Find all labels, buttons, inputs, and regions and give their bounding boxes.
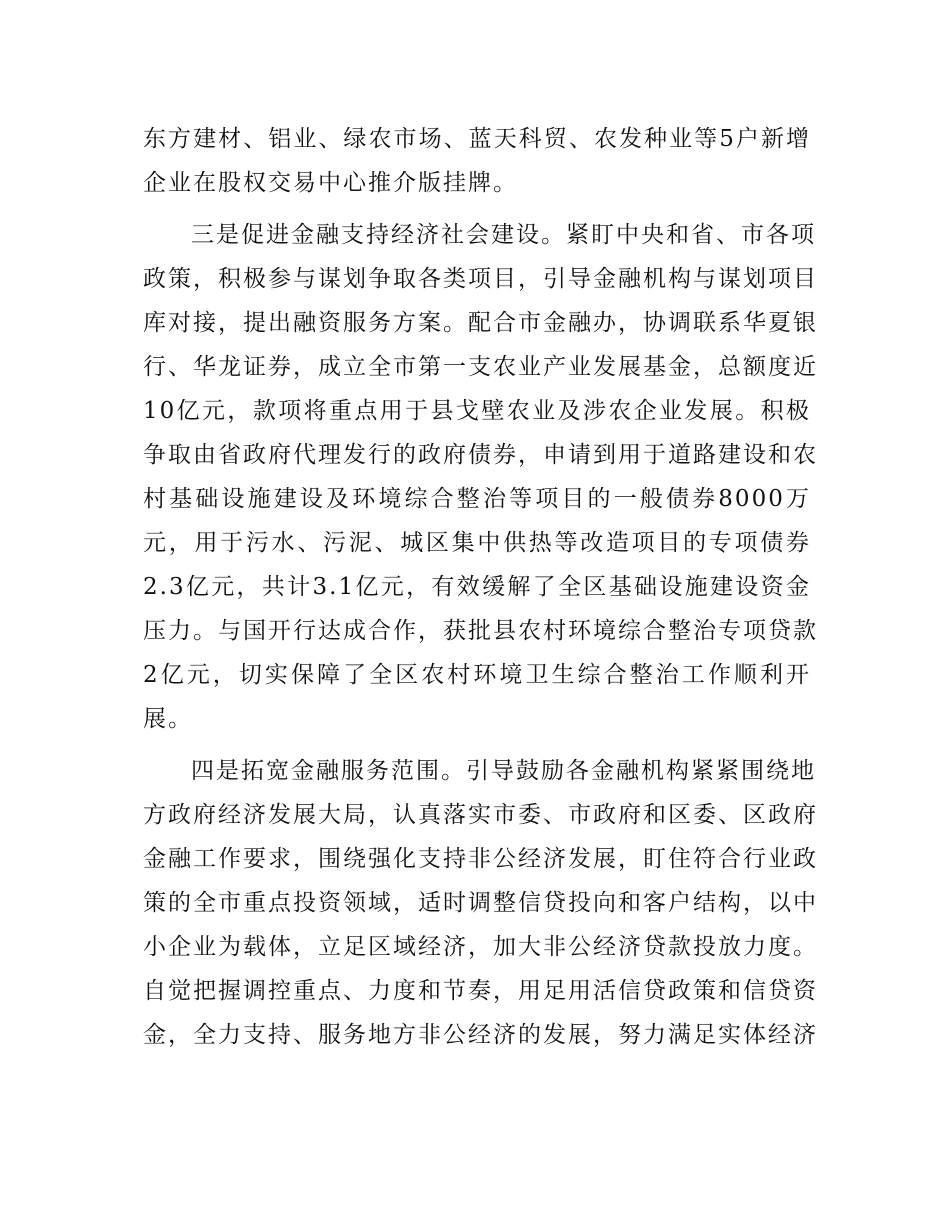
- text-line: 政策，积极参与谋划争取各类项目，引导金融机构与谋划项目: [143, 266, 818, 292]
- text-line: 村基础设施建设及环境综合整治等项目的一般债券8000万: [143, 486, 811, 512]
- paragraph-3: [143, 749, 818, 1057]
- text-line: 行、华龙证券，成立全市第一支农业产业发展基金，总额度近: [143, 354, 818, 380]
- text-line: 方政府经济发展大局，认真落实市委、市政府和区委、区政府: [143, 802, 818, 828]
- text-line: 2.3亿元，共计3.1亿元，有效缓解了全区基础设施建设资金: [143, 574, 811, 600]
- text-line: 自觉把握调控重点、力度和节奏，用足用活信贷政策和信贷资: [143, 978, 818, 1004]
- text-line: 金，全力支持、服务地方非公经济的发展，努力满足实体经济: [143, 1022, 818, 1048]
- paragraph-1: [143, 117, 811, 205]
- text-line: 2亿元，切实保障了全区农村环境卫生综合整治工作顺利开: [143, 662, 811, 688]
- paragraph-2: [143, 213, 818, 741]
- text-line: 金融工作要求，围绕强化支持非公经济发展，盯住符合行业政: [143, 846, 818, 872]
- text-line: 展。: [143, 706, 193, 732]
- text-line: 10亿元，款项将重点用于县戈壁农业及涉农企业发展。积极: [143, 398, 811, 424]
- text-line: 策的全市重点投资领域，适时调整信贷投向和客户结构，以中: [143, 890, 818, 916]
- paragraph-gap: [143, 205, 811, 213]
- text-line: 三是促进金融支持经济社会建设。紧盯中央和省、市各项: [191, 222, 816, 248]
- text-line: 小企业为载体，立足区域经济，加大非公经济贷款投放力度。: [143, 934, 818, 960]
- text-line: 四是拓宽金融服务范围。引导鼓励各金融机构紧紧围绕地: [191, 758, 816, 784]
- text-line: 库对接，提出融资服务方案。配合市金融办，协调联系华夏银: [143, 310, 818, 336]
- text-line: 东方建材、铝业、绿农市场、蓝天科贸、农发种业等5户新增: [143, 126, 811, 152]
- paragraph-gap: [143, 741, 811, 749]
- text-line: 企业在股权交易中心推介版挂牌。: [143, 170, 518, 196]
- document-body: [143, 117, 818, 1057]
- text-line: 争取由省政府代理发行的政府债券，申请到用于道路建设和农: [143, 442, 818, 468]
- text-line: 元，用于污水、污泥、城区集中供热等改造项目的专项债券: [143, 530, 811, 556]
- text-line: 压力。与国开行达成合作，获批县农村环境综合整治专项贷款: [143, 618, 818, 644]
